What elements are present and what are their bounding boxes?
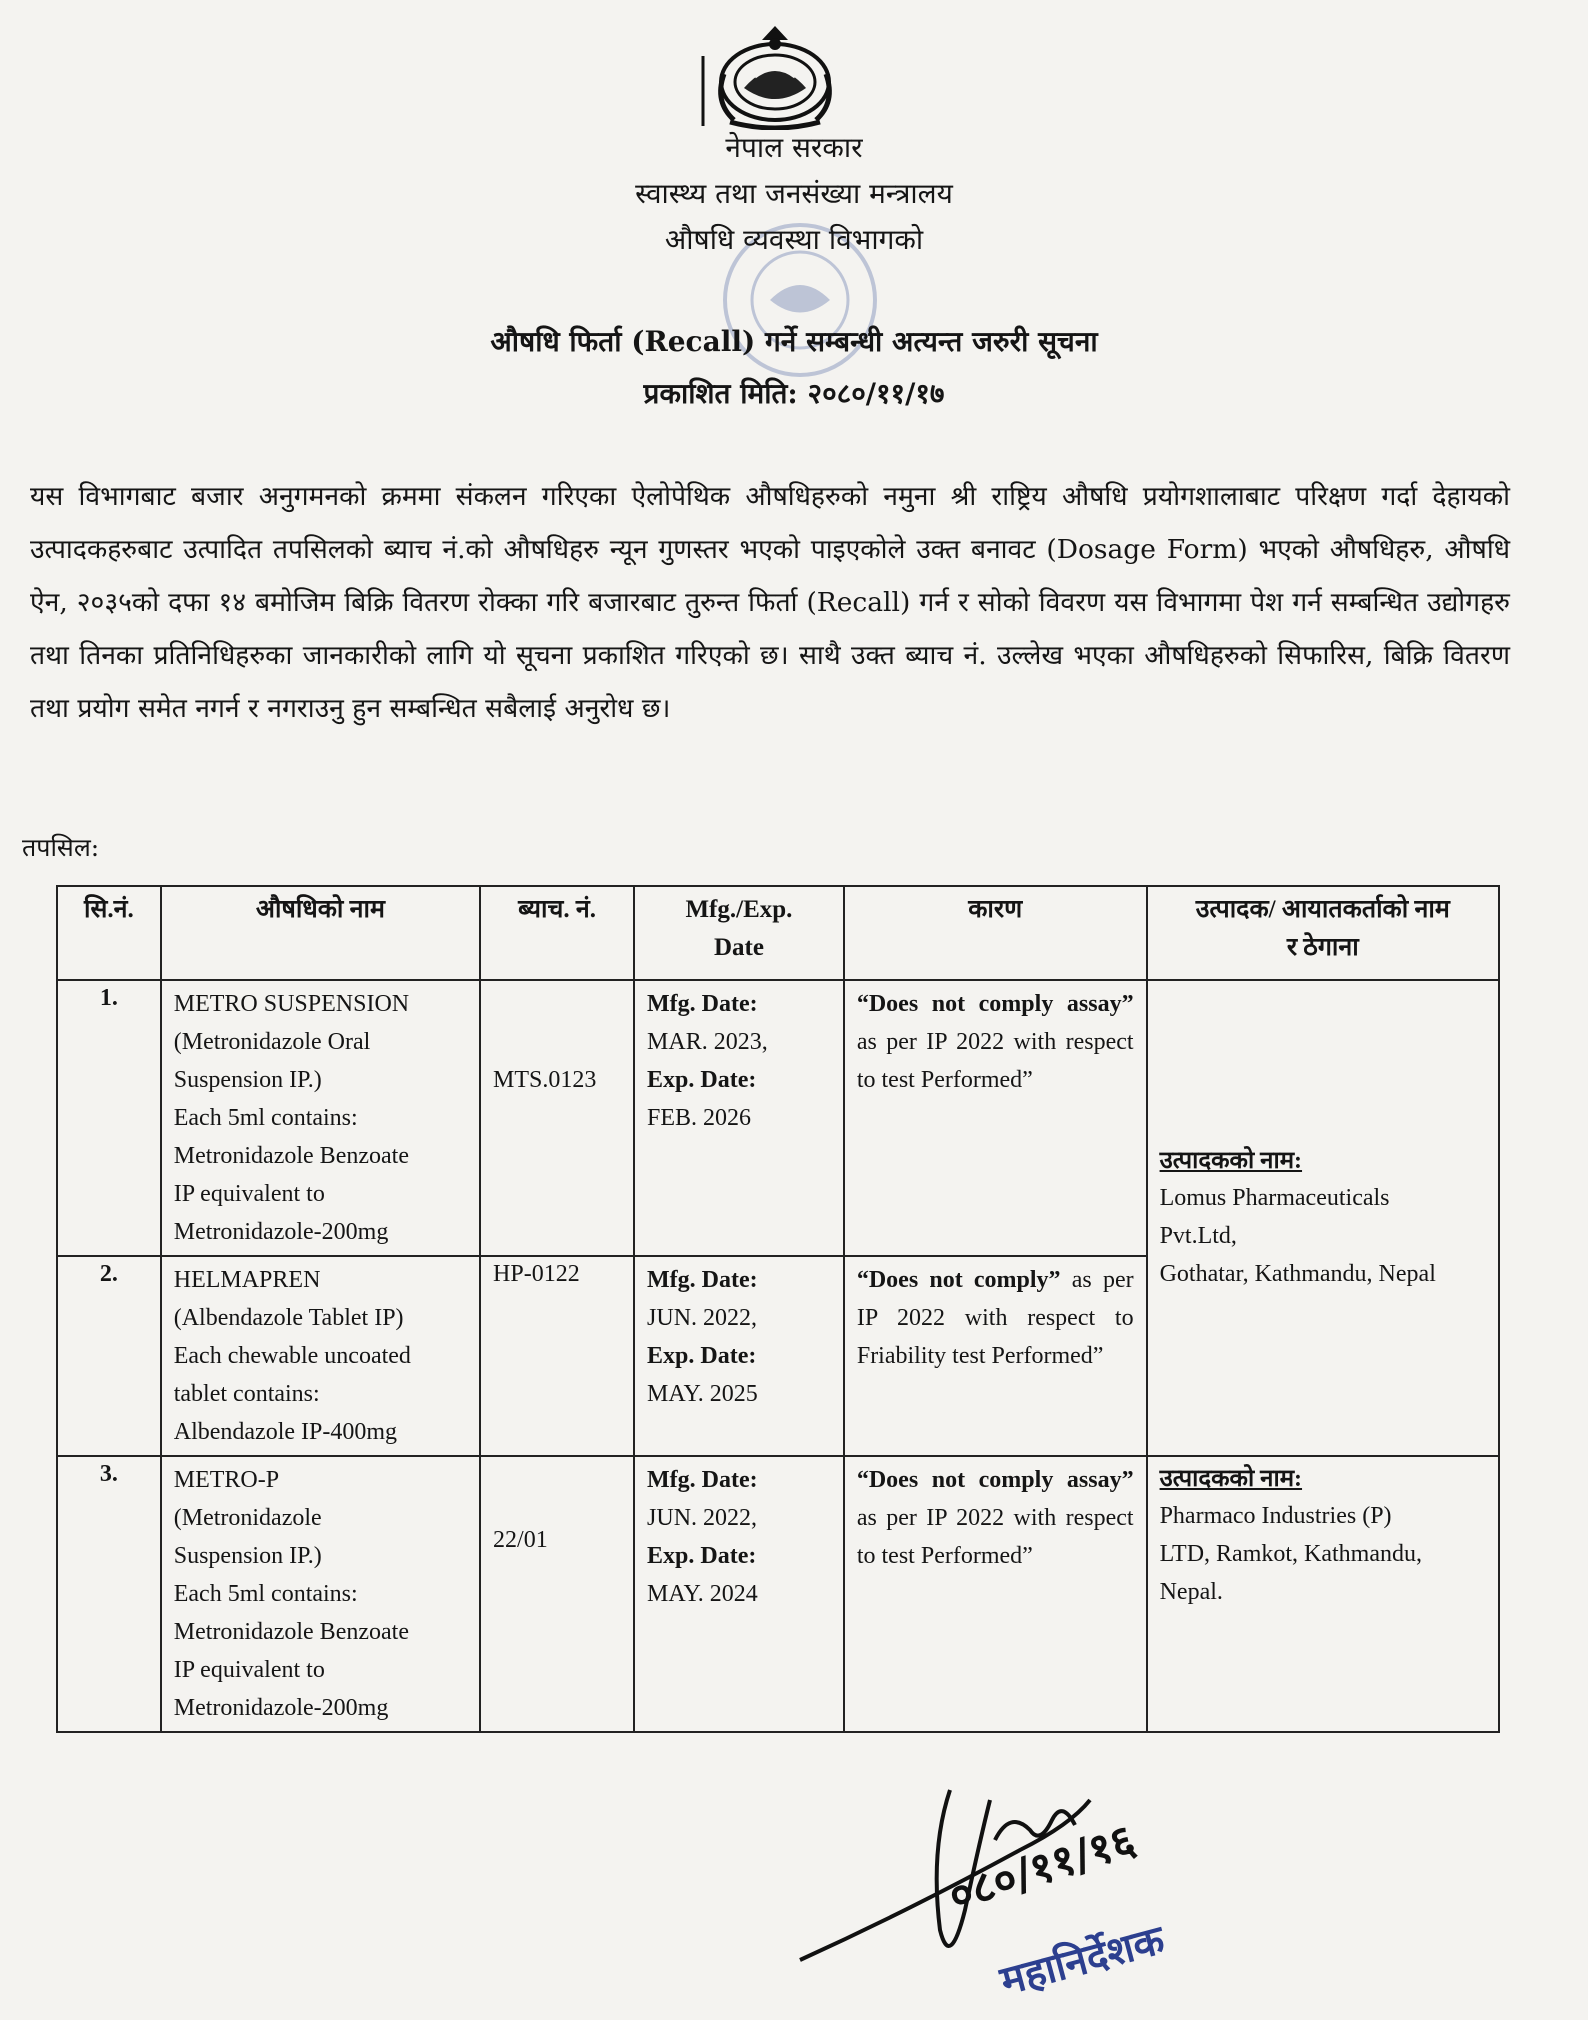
row-reason	[844, 980, 1147, 1256]
row-batch-no: HP-0122	[493, 1261, 580, 1287]
header-reason: कारण	[844, 886, 1147, 980]
row-drug-name	[161, 980, 480, 1256]
mfg-date-label: Mfg. Date:	[647, 991, 758, 1017]
drug-name-line: (Metronidazole Oral	[173, 1029, 371, 1055]
reason-bold: “Does not comply”	[856, 1267, 1061, 1293]
drug-name-line: Each 5ml contains:	[173, 1581, 358, 1607]
row-batch-no: MTS.0123	[493, 1066, 597, 1093]
exp-date-value: MAY. 2024	[647, 1581, 758, 1607]
reason-text: as per IP 2022 with respect to test Performed”	[856, 1505, 1134, 1569]
mfg-date-value: JUN. 2022,	[647, 1505, 758, 1531]
manufacturer-line: Gothatar, Kathmandu, Nepal	[1159, 1261, 1436, 1287]
schedule-label: तपसिल:	[22, 833, 100, 862]
row-drug-name	[161, 1256, 480, 1456]
exp-date-label: Exp. Date:	[647, 1067, 757, 1093]
row-sn: 2.	[57, 1256, 161, 1456]
row-batch-no: 22/01	[493, 1527, 548, 1553]
row-sn: 1.	[57, 980, 161, 1256]
manufacturer-cell-2	[1147, 1456, 1499, 1732]
row-batch-cell	[480, 980, 634, 1256]
row-reason	[844, 1456, 1147, 1732]
drug-name-line: (Albendazole Tablet IP)	[173, 1305, 404, 1331]
row-batch-cell	[480, 1256, 634, 1456]
exp-date-value: MAY. 2025	[647, 1381, 758, 1407]
drug-name-line: Albendazole IP-400mg	[173, 1419, 398, 1445]
row-drug-name	[161, 1456, 480, 1732]
header-manufacturer	[1147, 886, 1499, 980]
signature-block	[790, 1730, 1210, 2010]
nepal-government-emblem-icon	[700, 22, 850, 130]
table-row	[57, 980, 1499, 1256]
reason-bold: “Does not comply assay”	[856, 1467, 1134, 1493]
department-name: औषधि व्यवस्था विभागको	[664, 223, 924, 256]
signature-date: ०८०/११/१६	[942, 1814, 1142, 1923]
drug-name-line: Suspension IP.)	[173, 1067, 322, 1093]
header-drug-name: औषधिको नाम	[161, 886, 480, 980]
drug-name-line: (Metronidazole	[173, 1505, 322, 1531]
manufacturer-line: Pvt.Ltd,	[1159, 1223, 1237, 1249]
exp-date-label: Exp. Date:	[647, 1343, 757, 1369]
signature-designation: महानिर्देशक	[995, 1916, 1170, 2005]
mfg-date-value: MAR. 2023,	[647, 1029, 768, 1055]
reason-text: as per IP 2022 with respect to test Performed”	[856, 1029, 1134, 1093]
drug-name-line: IP equivalent to	[173, 1657, 325, 1683]
government-name: नेपाल सरकार	[725, 131, 863, 164]
reason-bold: “Does not comply assay”	[856, 991, 1134, 1017]
manufacturer-line: Nepal.	[1159, 1579, 1223, 1605]
header-manufacturer-line1: उत्पादक/ आयातकर्ताको नाम	[1195, 896, 1450, 923]
notice-title: औषधि फिर्ता (Recall) गर्ने सम्बन्धी अत्यन्त जरुरी सूचना	[490, 325, 1098, 358]
manufacturer-cell-1	[1147, 980, 1499, 1456]
drug-name-line: HELMAPREN	[173, 1267, 321, 1293]
row-sn: 3.	[57, 1456, 161, 1732]
row-batch-cell	[480, 1456, 634, 1732]
mfg-date-label: Mfg. Date:	[647, 1267, 758, 1293]
drug-name-line: Metronidazole Benzoate	[173, 1619, 409, 1645]
ministry-name: स्वास्थ्य तथा जनसंख्या मन्त्रालय	[635, 177, 953, 210]
drug-name-line: Each chewable uncoated	[173, 1343, 411, 1369]
manufacturer-line: LTD, Ramkot, Kathmandu,	[1159, 1541, 1422, 1567]
reason-text: as per IP 2022 with respect to Friability test Performed”	[856, 1267, 1134, 1369]
table-row	[57, 1456, 1499, 1732]
drug-name-line: tablet contains:	[173, 1381, 320, 1407]
manufacturer-line: Pharmaco Industries (P)	[1159, 1503, 1392, 1529]
header-mfg-exp-line1: Mfg./Exp.	[685, 896, 793, 923]
table-header-row	[57, 886, 1499, 980]
drug-name-line: Each 5ml contains:	[173, 1105, 358, 1131]
exp-date-label: Exp. Date:	[647, 1543, 757, 1569]
header-sn: सि.नं.	[57, 886, 161, 980]
row-dates	[634, 1256, 844, 1456]
row-dates	[634, 1456, 844, 1732]
drug-name-line: METRO SUSPENSION	[173, 991, 410, 1017]
row-reason	[844, 1256, 1147, 1456]
exp-date-value: FEB. 2026	[647, 1105, 752, 1131]
header-batch-no: ब्याच. नं.	[480, 886, 634, 980]
manufacturer-line: Lomus Pharmaceuticals	[1159, 1185, 1390, 1211]
header-manufacturer-line2: र ठेगाना	[1286, 934, 1359, 961]
mfg-date-value: JUN. 2022,	[647, 1305, 758, 1331]
drug-name-line: Metronidazole-200mg	[173, 1219, 389, 1245]
notice-body-paragraph: यस विभागबाट बजार अनुगमनको क्रममा संकलन गरिएका ऐलोपेथिक औषधिहरुको नमुना श्री राष्ट्रिय औषधि प्रयोगशालाबाट परिक्षण गर्दा देहायको उत्पादकहरुबाट उत्पादित तपसिलको ब्याच नं.को औषधिहरु न्यून गुणस्तर भएको पाइएकोले उक्त बनावट (Dosage Form) भएको औषधिहरु, औषधि ऐन, २०३५को दफा १४ बमोजिम बिक्रि वितरण रोक्का गरि बजारबाट तुरुन्त फिर्ता (Recall) गर्न र सोको विवरण यस विभागमा पेश गर्न सम्बन्धित उद्योगहरु तथा तिनका प्रतिनिधिहरुका जानकारीको लागि यो सूचना प्रकाशित गरिएको छ। साथै उक्त ब्याच नं. उल्लेख भएका औषधिहरुको सिफारिस, बिक्रि वितरण तथा प्रयोग समेत नगर्न र नगराउनु हुन सम्बन्धित सबैलाई अनुरोध छ।	[30, 481, 1510, 724]
drug-name-line: Metronidazole-200mg	[173, 1695, 389, 1721]
header-mfg-exp-date	[634, 886, 844, 980]
header-mfg-exp-line2: Date	[713, 934, 764, 961]
row-dates	[634, 980, 844, 1256]
published-date: प्रकाशित मिति: २०८०/११/१७	[643, 377, 945, 410]
drug-name-line: IP equivalent to	[173, 1181, 325, 1207]
drug-name-line: METRO-P	[173, 1467, 280, 1493]
mfg-date-label: Mfg. Date:	[647, 1467, 758, 1493]
manufacturer-heading: उत्पादकको नाम:	[1159, 1466, 1303, 1492]
drug-name-line: Metronidazole Benzoate	[173, 1143, 409, 1169]
drug-name-line: Suspension IP.)	[173, 1543, 322, 1569]
manufacturer-heading: उत्पादकको नाम:	[1159, 1148, 1303, 1174]
recall-table	[56, 885, 1500, 1733]
